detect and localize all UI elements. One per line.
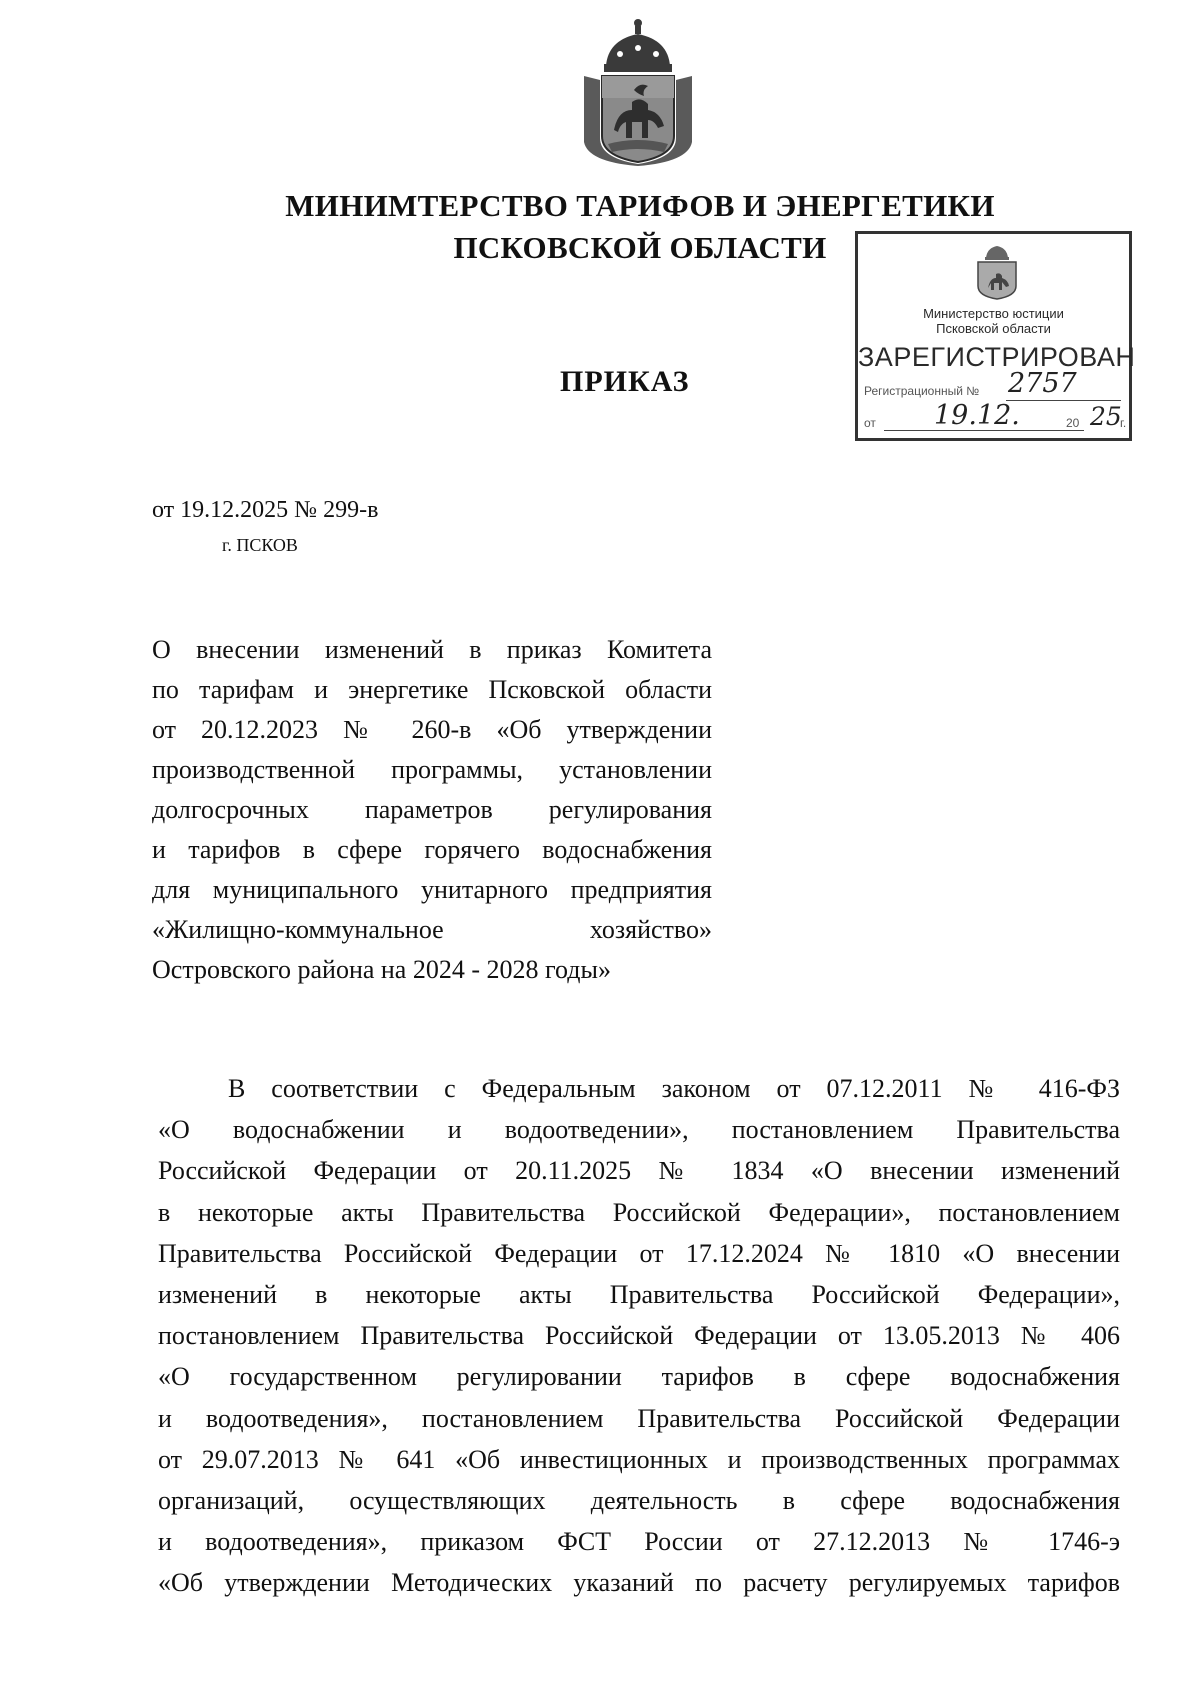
title-line: по тарифам и энергетике Псковской области (152, 675, 712, 704)
title-line: производственной программы, установлении (152, 755, 712, 784)
title-line: «Жилищно-коммунальное хозяйство» (152, 915, 712, 944)
body-line: изменений в некоторые акты Правительства Российской Федерации», (158, 1280, 1120, 1310)
order-date-number: от 19.12.2025 № 299-в (152, 497, 379, 523)
body-line: и водоотведения», постановлением Правительства Российской Федерации (158, 1403, 1120, 1433)
title-line: О внесении изменений в приказ Комитета (152, 635, 712, 664)
body-line: организаций, осуществляющих деятельность в сфере водоснабжения (158, 1486, 1120, 1516)
stamp-status: ЗАРЕГИСТРИРОВАН (858, 342, 1136, 372)
stamp-org-line-2: Псковской области (936, 321, 1051, 336)
stamp-organization (858, 306, 1129, 336)
title-line: долгосрочных параметров регулирования (152, 795, 712, 824)
stamp-number-line (1006, 400, 1121, 401)
body-line: «Об утверждении Методических указаний по расчету регулируемых тарифов (158, 1568, 1120, 1598)
body-line: «О государственном регулировании тарифов в сфере водоснабжения (158, 1362, 1120, 1392)
stamp-year-suffix: 25 (1090, 402, 1122, 431)
stamp-date-line (884, 430, 1084, 431)
stamp-date-label: от (864, 416, 876, 430)
stamp-reg-label: Регистрационный № (864, 384, 980, 398)
title-line: от 20.12.2023 № 260-в «Об утверждении (152, 715, 712, 744)
order-city: г. ПСКОВ (222, 535, 298, 555)
body-line: «О водоснабжении и водоотведении», постановлением Правительства (158, 1115, 1120, 1145)
ministry-name-line-1: МИНИМТЕРСТВО ТАРИФОВ И ЭНЕРГЕТИКИ (285, 188, 995, 223)
body-line: Российской Федерации от 20.11.2025 № 1834 «О внесении изменений (158, 1156, 1120, 1186)
body-line: Правительства Российской Федерации от 17.12.2024 № 1810 «О внесении (158, 1238, 1120, 1268)
body-line: в некоторые акты Правительства Российской Федерации», постановлением (158, 1197, 1120, 1227)
body-line: и водоотведения», приказом ФСТ России от 27.12.2013 № 1746-э (158, 1527, 1120, 1557)
body-line: постановлением Правительства Российской Федерации от 13.05.2013 № 406 (158, 1321, 1120, 1351)
body-line: В соответствии с Федеральным законом от 07.12.2011 № 416-ФЗ (228, 1074, 1120, 1103)
title-line: для муниципального унитарного предприятия (152, 875, 712, 904)
document-type: ПРИКАЗ (560, 365, 690, 398)
stamp-date-value: 19.12. (934, 400, 1020, 431)
body-line: от 29.07.2013 № 641 «Об инвестиционных и производственных программах (158, 1444, 1120, 1474)
ministry-name-line-2: ПСКОВСКОЙ ОБЛАСТИ (453, 230, 827, 265)
order-body (158, 1068, 1120, 1604)
title-line: Островского района на 2024 - 2028 годы» (152, 955, 611, 984)
coat-of-arms-emblem (578, 18, 698, 166)
registration-stamp (855, 231, 1136, 441)
order-title (152, 630, 712, 990)
stamp-year-mark: г. (1120, 416, 1127, 430)
stamp-coat-of-arms-icon (974, 242, 1020, 300)
title-line: и тарифов в сфере горячего водоснабжения (152, 835, 712, 864)
stamp-org-line-1: Министерство юстиции (923, 306, 1064, 321)
stamp-year-prefix: 20 (1066, 416, 1080, 430)
stamp-reg-number: 2757 (1008, 368, 1077, 399)
